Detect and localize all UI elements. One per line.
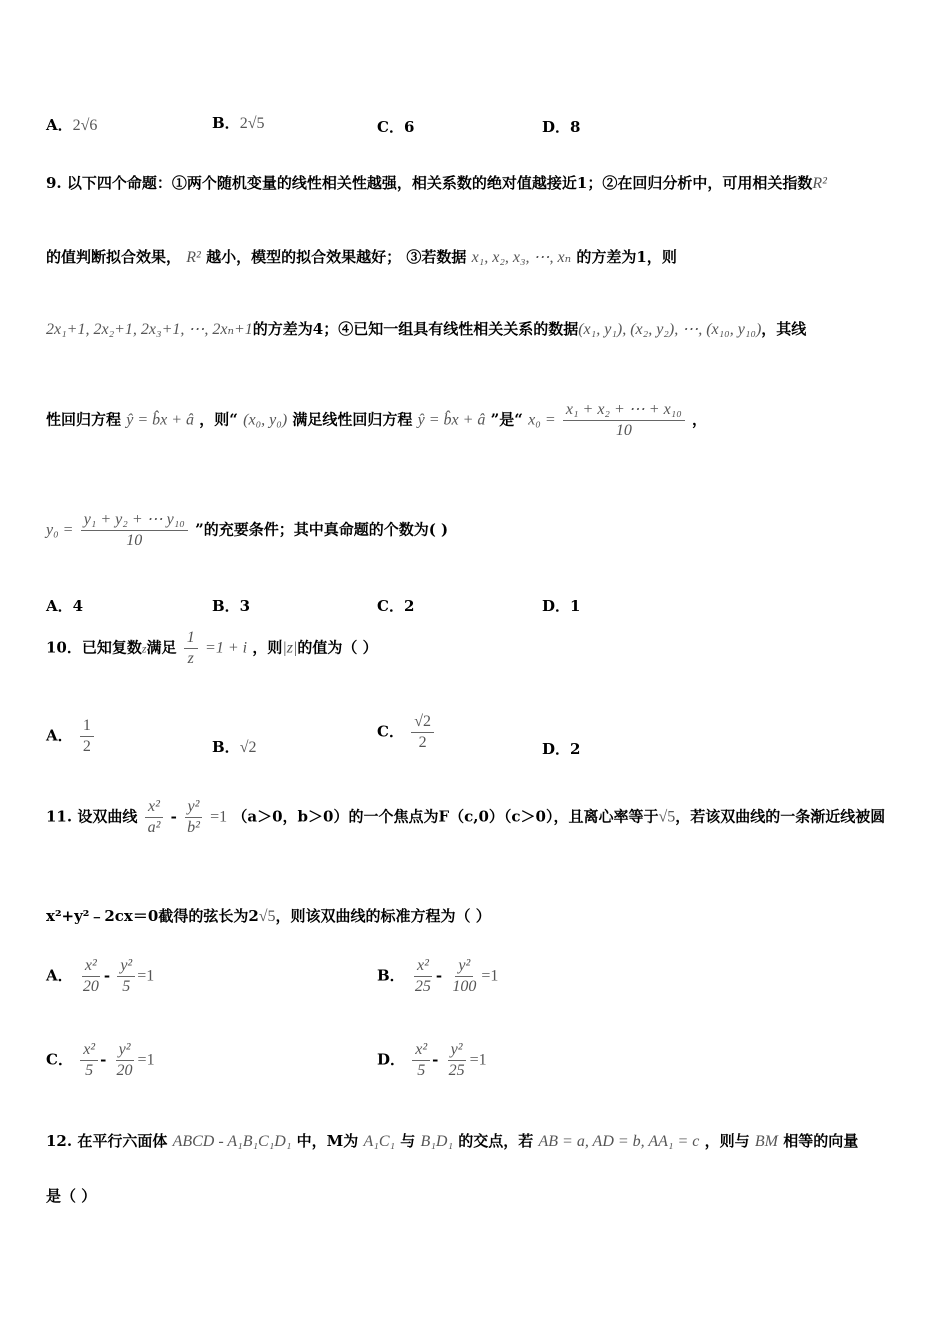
q11-option-d: D． $\frac{\text{x²}}{5}$ - $\frac{\text{y²}}{25}$ =1: [377, 1041, 487, 1079]
q9-line-4: 性回归方程 ŷ = b̂x + â ，则“ (x₀, y₀) 满足线性回归方程 ŷ = b̂x + â ”是“ x₀ = $\frac{\text{x₁ + x₂ + ⋯ + x₁₀}}{10}$ ，: [46, 401, 708, 439]
q8-option-a-math: 2√6: [72, 117, 98, 134]
q11-stem-line-2: x²+y²﹣2cx＝0截得的弦长为2√5，则该双曲线的标准方程为（ ）: [46, 907, 491, 925]
q10-option-b: B．√2: [212, 738, 257, 756]
q11-option-c: C． $\frac{\text{x²}}{5}$ - $\frac{\text{y²}}{20}$ =1: [46, 1041, 155, 1079]
q12-stem-line-1: 12. 在平行六面体 ABCD - A₁B₁C₁D₁ 中，M为 A₁C₁ 与 B₁D₁ 的交点，若 AB = a, AD = b, AA₁ = c ，则与 BM 相等的向量: [46, 1132, 859, 1150]
q10-option-d: D．2: [542, 740, 581, 758]
q10-option-a: A． $\frac{1}{2}$: [46, 716, 96, 757]
q9-line-1: 9. 以下四个命题：①两个随机变量的线性相关性越强，相关系数的绝对值越接近1；②在回归分析中，可用相关指数R²: [46, 174, 827, 192]
q11-option-a: A． $\frac{\text{x²}}{20}$ - $\frac{\text{y²}}{5}$ =1: [46, 957, 155, 995]
q10-option-c: C． $\frac{√2}{2}$: [377, 712, 436, 753]
q9-option-d: D．1: [542, 597, 581, 615]
q8-option-b-math: 2√5: [239, 115, 265, 132]
q9-line-2: 的值判断拟合效果， R² 越小，模型的拟合效果越好； ③若数据 x₁, x₂, x₃, ⋯, xₙ 的方差为1，则: [46, 248, 677, 266]
q9-option-b: B．3: [212, 597, 251, 615]
q11-stem-line-1: 11. 设双曲线 $\frac{\text{x²}}{\text{a²}}$ - $\frac{\text{y²}}{\text{b²}}$ =1 （a＞0，b＞0）的一个焦点为F（c,0）（c＞0），且离心率等于√5，若该双曲线的一条渐近线被圆: [46, 798, 886, 836]
q9-line-5: y₀ = $\frac{\text{y₁ + y₂ + ⋯ y₁₀}}{10}$ ”的充要条件；其中真命题的个数为( ): [46, 511, 449, 549]
q12-stem-line-2: 是（ ）: [46, 1187, 97, 1205]
q8-option-d: D．8: [542, 118, 581, 136]
q8-option-c: C．6: [377, 118, 415, 136]
q9-option-a: A．4: [46, 597, 84, 615]
q8-option-b: B．2√5: [212, 114, 265, 132]
q10-stem: 10．已知复数z满足 $\frac{1}{z}$ =1 + i ，则|z|的值为（ ）: [46, 629, 378, 667]
q11-option-b: B． $\frac{\text{x²}}{25}$ - $\frac{\text{y²}}{100}$ =1: [377, 957, 499, 995]
q8-option-a: A．2√6: [46, 116, 98, 134]
q9-line-3: 2x₁+1, 2x₂+1, 2x₃+1, ⋯, 2xₙ+1的方差为4；④已知一组具有线性相关关系的数据(x₁, y₁), (x₂, y₂), ⋯, (x₁₀, y₁₀)，其线: [46, 320, 807, 338]
q9-option-c: C．2: [377, 597, 415, 615]
